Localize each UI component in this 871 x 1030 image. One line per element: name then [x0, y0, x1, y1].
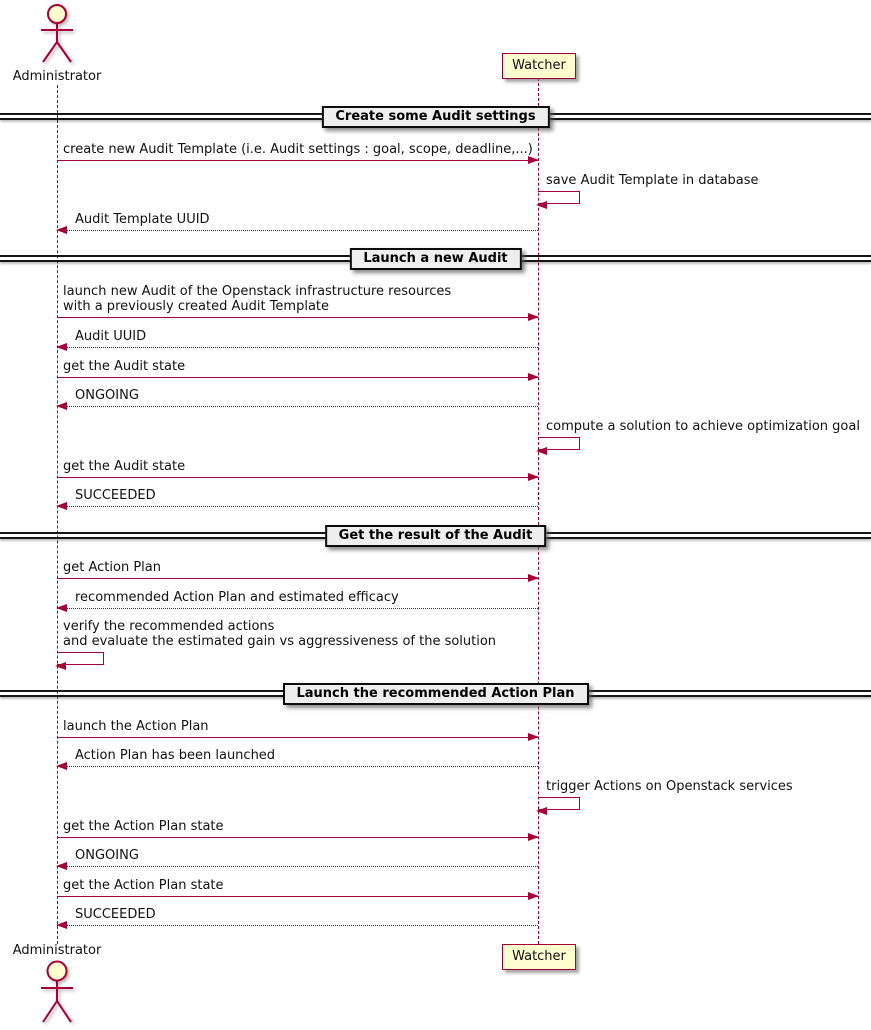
message-label: SUCCEEDED [75, 488, 156, 503]
message-label: get the Action Plan state [63, 819, 224, 834]
divider-label: Launch the recommended Action Plan [282, 683, 588, 705]
arrow-right-icon [57, 737, 538, 738]
divider-launch-new-audit [0, 248, 871, 272]
administrator-actor-icon [35, 959, 79, 1030]
message-audit-uuid [57, 329, 538, 348]
administrator-actor-icon [35, 3, 79, 71]
message-label: verify the recommended actions and evaluate the estimated gain vs aggressiveness of the solution [63, 619, 497, 649]
self-arrow-icon [538, 797, 580, 810]
message-label: recommended Action Plan and estimated efficacy [75, 590, 399, 605]
arrow-right-icon [57, 160, 538, 161]
arrow-left-icon [57, 230, 538, 231]
divider-launch-action-plan [0, 683, 871, 707]
administrator-label-bottom: Administrator [12, 943, 102, 958]
message-label: save Audit Template in database [546, 173, 759, 188]
administrator-label-top: Administrator [12, 69, 102, 84]
message-ongoing-2 [57, 848, 538, 867]
message-verify-actions [57, 619, 496, 665]
message-label: launch the Action Plan [63, 719, 209, 734]
message-label: ONGOING [75, 848, 139, 863]
message-label: Audit UUID [75, 329, 147, 344]
message-label: ONGOING [75, 388, 139, 403]
divider-label: Launch a new Audit [349, 248, 521, 270]
message-succeeded-2 [57, 907, 538, 926]
message-get-action-plan [57, 560, 538, 579]
divider-get-result [0, 525, 871, 549]
self-arrow-icon [538, 437, 580, 450]
message-compute-solution [538, 419, 860, 450]
message-audit-template-uuid [57, 212, 538, 231]
self-arrow-icon [57, 652, 104, 665]
arrow-left-icon [57, 925, 538, 926]
arrow-right-icon [57, 477, 538, 478]
arrow-left-icon [57, 608, 538, 609]
message-label: get the Audit state [63, 359, 186, 374]
arrow-right-icon [57, 317, 538, 318]
message-label: launch new Audit of the Openstack infrastructure resources with a previously created Audit Template [63, 284, 452, 314]
message-save-audit-template [538, 173, 759, 204]
message-recommended-action-plan [57, 590, 538, 609]
arrow-right-icon [57, 837, 538, 838]
message-get-audit-state-2 [57, 459, 538, 478]
message-get-audit-state-1 [57, 359, 538, 378]
message-label: trigger Actions on Openstack services [546, 779, 793, 794]
arrow-left-icon [57, 766, 538, 767]
self-arrow-icon [538, 191, 580, 204]
divider-label: Create some Audit settings [321, 106, 549, 128]
arrow-left-icon [57, 347, 538, 348]
message-ongoing-1 [57, 388, 538, 407]
message-get-action-plan-state-2 [57, 878, 538, 897]
arrow-right-icon [57, 377, 538, 378]
message-label: create new Audit Template (i.e. Audit settings : goal, scope, deadline,...) [63, 142, 533, 157]
message-label: SUCCEEDED [75, 907, 156, 922]
message-action-plan-launched [57, 748, 538, 767]
message-succeeded-1 [57, 488, 538, 507]
arrow-right-icon [57, 896, 538, 897]
message-label: Action Plan has been launched [75, 748, 276, 763]
message-label: Audit Template UUID [75, 212, 210, 227]
divider-label: Get the result of the Audit [325, 525, 547, 547]
watcher-participant-top: Watcher [502, 53, 576, 79]
message-launch-action-plan [57, 719, 538, 738]
message-label: get the Audit state [63, 459, 186, 474]
message-get-action-plan-state-1 [57, 819, 538, 838]
message-label: get the Action Plan state [63, 878, 224, 893]
watcher-participant-bottom: Watcher [502, 944, 576, 970]
arrow-right-icon [57, 578, 538, 579]
message-trigger-actions [538, 779, 793, 810]
message-label: compute a solution to achieve optimization goal [546, 419, 860, 434]
arrow-left-icon [57, 506, 538, 507]
arrow-left-icon [57, 866, 538, 867]
message-launch-new-audit [57, 284, 538, 318]
message-create-audit-template [57, 142, 538, 161]
arrow-left-icon [57, 406, 538, 407]
message-label: get Action Plan [63, 560, 161, 575]
divider-create-audit-settings [0, 106, 871, 130]
